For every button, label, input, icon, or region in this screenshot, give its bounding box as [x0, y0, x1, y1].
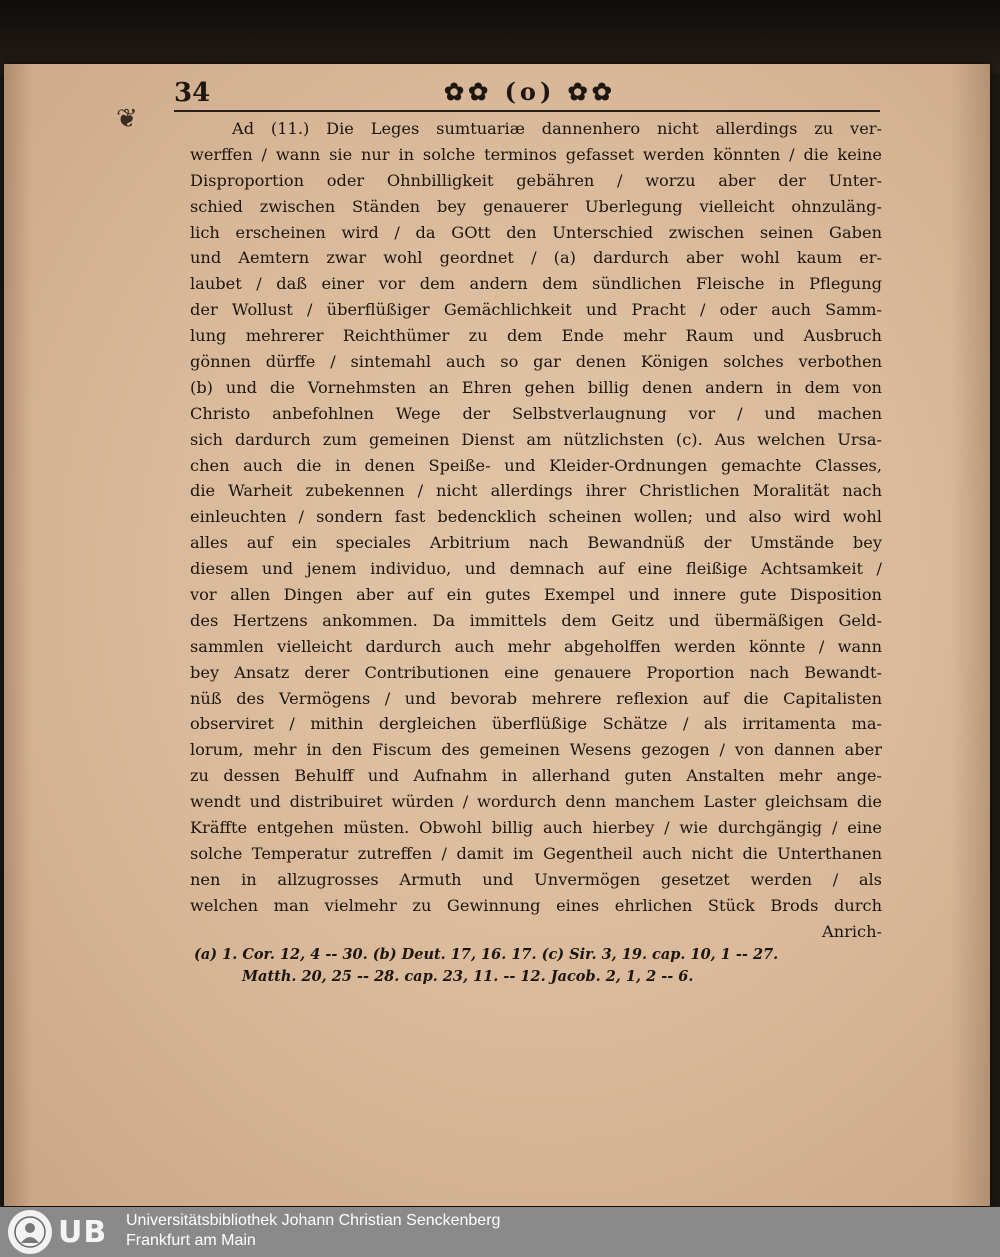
page-edge-stain — [4, 64, 32, 1206]
text-line: alles auf ein speciales Arbitrium nach Bewandnüß der Umstände bey — [190, 533, 882, 553]
text-line: werffen / wann sie nur in solche terminos gefasset werden könnten / die keine — [190, 144, 882, 164]
text-line: Christo anbefohlnen Wege der Selbstverlaugnung vor / und machen — [190, 403, 882, 423]
text-line: vor allen Dingen aber auf ein gutes Exempel und innere gute Disposition — [190, 585, 882, 605]
text-line: (b) und die Vornehmsten an Ehren gehen billig denen andern in dem von — [190, 377, 882, 397]
library-name[interactable] — [126, 1211, 500, 1251]
library-seal-icon — [8, 1210, 52, 1254]
margin-mark-icon: ❦ — [116, 104, 138, 134]
text-line: chen auch die in denen Speiße- und Kleider-Ordnungen gemachte Classes, — [190, 455, 882, 475]
footnote-line: (a) 1. Cor. 12, 4 -- 30. (b) Deut. 17, 16. 17. (c) Sir. 3, 19. cap. 10, 1 -- 27. — [194, 946, 779, 963]
text-line: des Hertzens ankommen. Da immittels dem Geitz und übermäßigen Geld- — [190, 610, 882, 630]
text-line: solche Temperatur zutreffen / damit im Gegentheil auch nicht die Unterthanen — [190, 843, 882, 863]
text-line: bey Ansatz derer Contributionen eine genauere Proportion nach Bewandt- — [190, 662, 882, 682]
page-number: 34 — [174, 78, 211, 108]
catchword: Anrich- — [822, 921, 882, 941]
text-line: der Wollust / überflüßiger Gemächlichkeit und Pracht / oder auch Samm- — [190, 300, 882, 320]
text-line: sich dardurch zum gemeinen Dienst am nützlichsten (c). Aus welchen Ursa- — [190, 429, 882, 449]
scan-background-top — [0, 0, 1000, 74]
logo-text: UB — [58, 1214, 108, 1250]
body-text — [190, 116, 882, 945]
text-line: sammlen vielleicht dardurch auch mehr abgeholffen werden könnte / wann — [190, 636, 882, 656]
page-fold-shadow — [950, 64, 990, 1206]
text-line: nen in allzugrosses Armuth und Unvermögen gesetzet werden / als — [190, 869, 882, 889]
footnote-line: Matth. 20, 25 -- 28. cap. 23, 11. -- 12. Jacob. 2, 1, 2 -- 6. — [242, 968, 694, 985]
footnotes — [194, 944, 884, 988]
text-line: gönnen dürffe / sintemahl auch so gar denen Königen solches verbothen — [190, 352, 882, 372]
text-line: einleuchten / sondern fast bedencklich scheinen wollen; und also wird wohl — [190, 507, 882, 527]
text-line: lorum, mehr in den Fiscum des gemeinen Wesens gezogen / von dannen aber — [190, 740, 882, 760]
library-logo[interactable] — [0, 1208, 118, 1256]
text-line: wendt und distribuiret würden / wordurch denn manchem Laster gleichsam die — [190, 792, 882, 812]
text-line: diesem und jenem individuo, und demnach auf eine fleißige Achtsamkeit / — [190, 559, 882, 579]
text-line: die Warheit zubekennen / nicht allerdings ihrer Christlichen Moralität nach — [190, 481, 882, 501]
text-line: schied zwischen Ständen bey genauerer Uberlegung vielleicht ohnzuläng- — [190, 196, 882, 216]
text-line: und Aemtern zwar wohl geordnet / (a) dardurch aber wohl kaum er- — [190, 248, 882, 268]
scanned-page — [4, 64, 990, 1206]
library-name-line1: Universitätsbibliothek Johann Christian Senckenberg — [126, 1212, 501, 1229]
text-line: Kräffte entgehen müsten. Obwohl billig auch hierbey / wie durchgängig / eine — [190, 818, 882, 838]
text-line: Disproportion oder Ohnbilligkeit gebähren / worzu aber der Unter- — [190, 170, 882, 190]
header-ornament: ✿✿ (o) ✿✿ — [444, 77, 616, 106]
text-line: lung mehrerer Reichthümer zu dem Ende mehr Raum und Ausbruch — [190, 326, 882, 346]
text-line: welchen man vielmehr zu Gewinnung eines ehrlichen Stück Brods durch — [190, 895, 882, 915]
library-name-line2: Frankfurt am Main — [126, 1232, 256, 1249]
text-line: observiret / mithin dergleichen überflüßige Schätze / als irritamenta ma- — [190, 714, 882, 734]
page-header — [174, 77, 880, 112]
text-line: Ad (11.) Die Leges sumtuariæ dannenhero nicht allerdings zu ver- — [232, 119, 882, 138]
text-line: zu dessen Behulff und Aufnahm in allerhand guten Anstalten mehr ange- — [190, 766, 882, 786]
text-line: lich erscheinen wird / da GOtt den Unterschied zwischen seinen Gaben — [190, 222, 882, 242]
text-line: nüß des Vermögens / und bevorab mehrere reflexion auf die Capitalisten — [190, 688, 882, 708]
text-line: laubet / daß einer vor dem andern dem sündlichen Fleische in Pflegung — [190, 274, 882, 294]
